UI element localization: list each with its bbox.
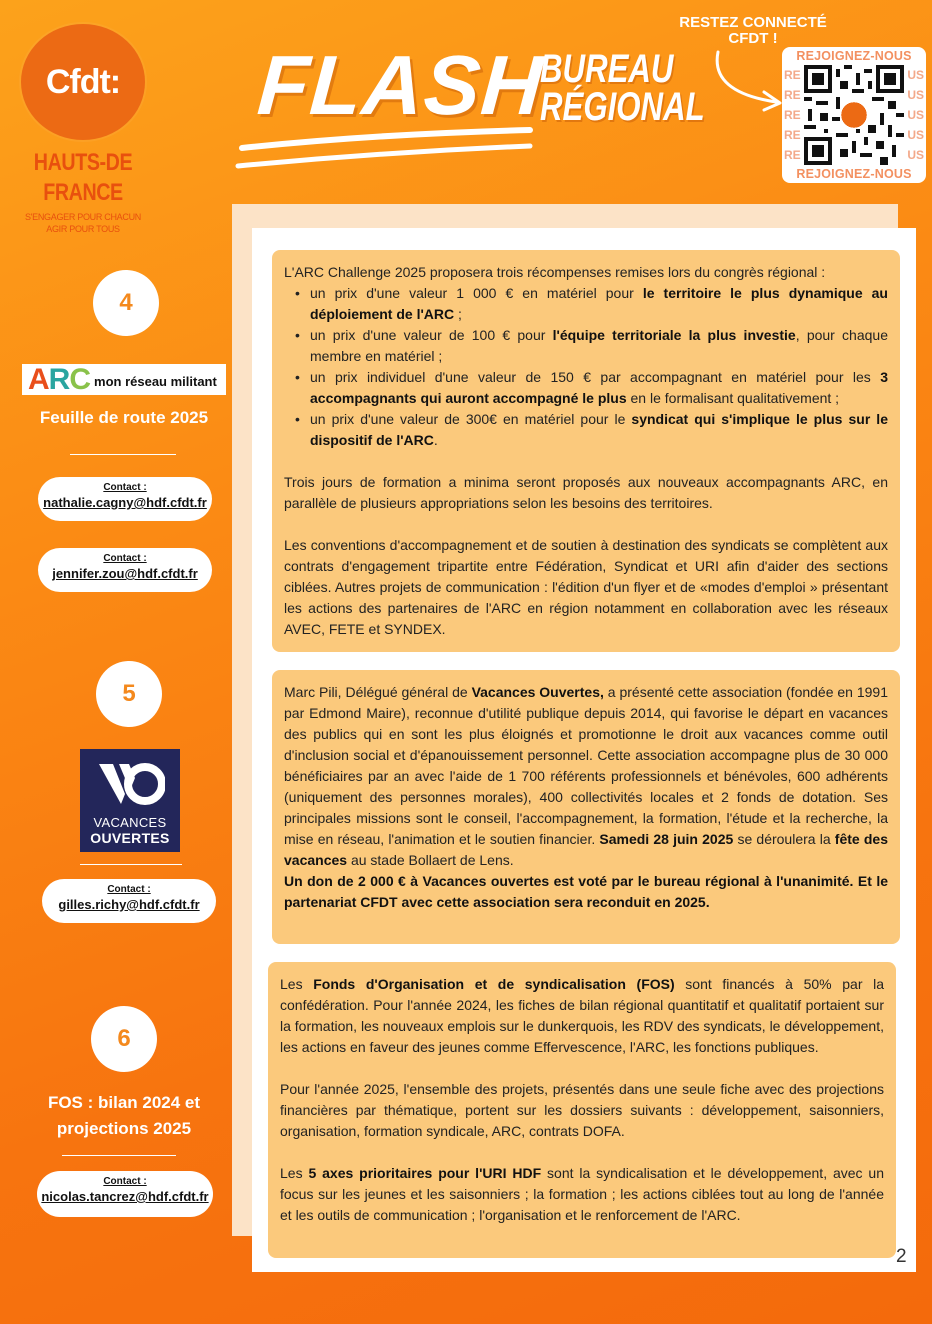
fos-paragraph-2025: Pour l'année 2025, l'ensemble des projets, présentés dans une seule fiche avec des projections financières par thématique, portent sur les dossiers suivants : développement, saisonniers, organisation, formation syndicale, ARC, contrats DOFA.: [280, 1081, 884, 1139]
page-number: 2: [896, 1246, 907, 1267]
arc-prize-list: [292, 283, 888, 451]
contact-email-link[interactable]: gilles.richy@hdf.cfdt.fr: [58, 897, 200, 912]
arc-tagline: mon réseau militant: [94, 374, 217, 389]
list-item: • un prix d'une valeur 1 000 € en matériel pour le territoire le plus dynamique au déploiement de l'ARC ;: [292, 283, 888, 325]
contact-pill[interactable]: Contact : jennifer.zou@hdf.cfdt.fr: [38, 548, 212, 592]
contact-email-link[interactable]: nicolas.tancrez@hdf.cfdt.fr: [41, 1189, 209, 1204]
brush-underline-icon: [234, 126, 534, 172]
restez-connecte: RESTEZ CONNECTÉ CFDT !: [679, 14, 827, 47]
cfdt-logo: [21, 24, 145, 140]
vacances-ouvertes-card: [272, 670, 900, 944]
logo-text: Cfdt:: [45, 62, 121, 101]
vacances-ouvertes-logo: VACANCES OUVERTES: [80, 749, 180, 852]
contact-pill[interactable]: Contact : gilles.richy@hdf.cfdt.fr: [42, 879, 216, 923]
section-number-4: 4: [93, 270, 159, 336]
contact-pill[interactable]: Contact : nathalie.cagny@hdf.cfdt.fr: [38, 477, 212, 521]
qr-code-icon[interactable]: [804, 65, 904, 165]
vo-paragraph: Marc Pili, Délégué général de Vacances Ouvertes, a présenté cette association (fondée en 1991 par Edmond Maire), reconnue d'utilité publique depuis 2014, qui favorise le départ en vacances des publics qui en sont les plus éloignés et promotionne le droit aux vacances comme outil d'inclusion social et d'épanouissement personnel. Cette association accompagne plus de 30 000 bénéficiaires par an avec l'aide de 1 700 référents professionnels et bénévoles, 600 adhérents (uniquement des personnes morales), 400 collectivités locales et 2 fonds de dotation. Ses principales missions sont le conseil, l'accompagnement, la formation, l'étude et la recherche, la mise en réseau, l'animation et le soutien financier. Samedi 28 juin 2025 se déroulera la fête des vacances au stade Bollaert de Lens.: [284, 684, 889, 868]
arc-conventions-paragraph: Les conventions d'accompagnement et de soutien à destination des syndicats se complètent aux contrats d'engagement tripartite entre Fédération, Syndicat et URI afin d'aider des sections ciblées. Autres projets de communication : l'édition d'un flyer et de «modes d'emploi » présentant les actions des partenaires de l'ARC en région notamment en collaboration avec les réseaux AVEC, FETE et SYNDEX.: [284, 537, 888, 637]
arc-intro: L'ARC Challenge 2025 proposera trois récompenses remises lors du congrès régional :: [284, 264, 826, 280]
list-item: • un prix individuel d'une valeur de 150 € par accompagnant en matériel pour les 3 accompagnants qui auront accompagné le plus en le formalisant qualitativement ;: [292, 367, 888, 409]
qr-label-top: REJOIGNEZ-NOUS: [796, 49, 912, 63]
section-number-6: 6: [91, 1006, 157, 1072]
contact-pill[interactable]: Contact : nicolas.tancrez@hdf.cfdt.fr: [37, 1171, 213, 1217]
divider: [70, 454, 176, 455]
qr-side-right: US US US US US: [907, 68, 924, 162]
section-number-5: 5: [96, 661, 162, 727]
vo-donation: Un don de 2 000 € à Vacances ouvertes est voté par le bureau régional à l'unanimité. Et le partenariat CFDT avec cette association sera reconduit en 2025.: [284, 873, 888, 910]
flash-title: FLASH: [254, 38, 547, 132]
list-item: • un prix d'une valeur de 100 € pour l'équipe territoriale la plus investie, pour chaque membre en matériel ;: [292, 325, 888, 367]
bureau-regional-title: BUREAU RÉGIONAL: [540, 47, 705, 129]
fos-priorities: Les 5 axes prioritaires pour l'URI HDF sont la syndicalisation et le développement, avec un focus sur les jeunes et les saisonniers ; la formation ; les actions ciblées tout au long de l'année et les outils de communication ; l'organisation et le renforcement de l'ARC.: [280, 1165, 884, 1223]
fos-paragraph-2024: Les Fonds d'Organisation et de syndicalisation (FOS) sont financés à 50% par la confédération. Pour l'année 2024, les fiches de bilan régional quantitatif et qualitatif portaient sur la formation, les nouveaux emplois sur le dunkerquois, les RDV des syndicats, le développement, les actions en faveur des jeunes comme Effervescence, l'ARC, les fonctions publiques.: [280, 976, 885, 1055]
arc-training-paragraph: Trois jours de formation a minima seront proposés aux nouveaux accompagnants ARC, en parallèle de plusieurs appropriations selon les besoins des territoires.: [284, 474, 888, 511]
vo-mark-icon: [95, 760, 165, 808]
arrow-icon: [706, 48, 792, 114]
list-item: • un prix d'une valeur de 300€ en matériel pour le syndicat qui s'implique le plus sur le dispositif de l'ARC.: [292, 409, 888, 451]
arc-logo: ARC mon réseau militant: [22, 364, 226, 395]
brand-tagline: S'ENGAGER POUR CHACUN AGIR POUR TOUS: [25, 212, 141, 234]
region-name: HAUTS-DE FRANCE: [33, 149, 133, 206]
contact-email-link[interactable]: jennifer.zou@hdf.cfdt.fr: [52, 566, 198, 581]
contact-email-link[interactable]: nathalie.cagny@hdf.cfdt.fr: [43, 495, 207, 510]
qr-label-bottom: REJOIGNEZ-NOUS: [796, 167, 912, 181]
qr-side-left: RE RE RE RE RE: [784, 68, 801, 162]
fos-card: [268, 962, 896, 1258]
section-heading-arc: Feuille de route 2025: [39, 408, 209, 427]
divider: [80, 864, 182, 865]
divider: [62, 1155, 176, 1156]
qr-code-card[interactable]: [782, 47, 926, 183]
section-heading-fos: FOS : bilan 2024 et projections 2025: [47, 1093, 201, 1138]
arc-challenge-card: [272, 250, 900, 652]
